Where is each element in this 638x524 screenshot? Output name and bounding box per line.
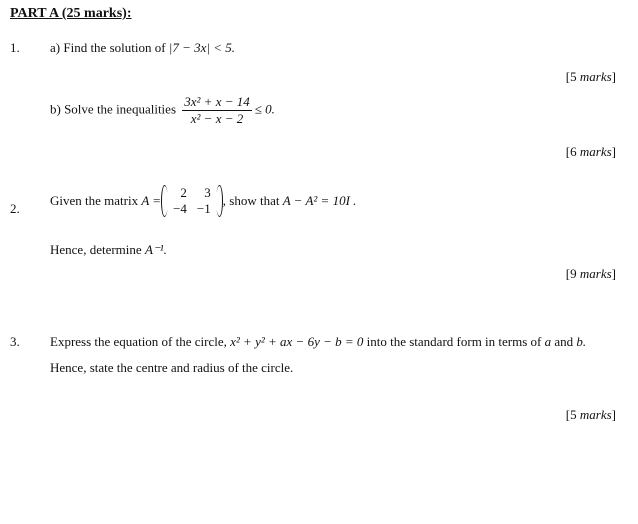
question-1b bbox=[50, 94, 275, 127]
question-1-number: 1. bbox=[10, 40, 20, 55]
question-2-number: 2. bbox=[10, 201, 20, 216]
q1a-marks: [5 marks] bbox=[565, 69, 616, 84]
matrix-a: 2 3 −4 −1 bbox=[161, 185, 223, 217]
q1a-math: |7 − 3x| < 5. bbox=[168, 40, 236, 55]
question-1a bbox=[50, 40, 235, 56]
q2-hence: Hence, determine A⁻¹. bbox=[50, 242, 167, 257]
question-2: Given the matrix A = 2 3 −4 −1 , show that A − A² = 10I . bbox=[50, 185, 357, 216]
question-3: Express the equation of the circle, x² + y² + ax − 6y − b = 0 into the standard form in terms of a and b. bbox=[50, 334, 587, 349]
q3-hence: Hence, state the centre and radius of the circle. bbox=[50, 360, 294, 375]
q1b-fraction: $\frac{\text{3x² + x − 14}}{\text{x² − x − 2}}$ bbox=[184, 94, 250, 126]
q1b-marks: [6 marks] bbox=[565, 144, 616, 159]
q3-marks: [5 marks] bbox=[565, 407, 616, 422]
q1a-text: a) Find the solution of bbox=[50, 40, 166, 55]
q2-marks: [9 marks] bbox=[565, 266, 616, 281]
q1b-text: b) Solve the inequalities bbox=[50, 101, 177, 117]
q1b-relation: ≤ 0. bbox=[254, 101, 275, 117]
section-title: PART A (25 marks): bbox=[10, 6, 132, 21]
question-3-number: 3. bbox=[10, 334, 20, 349]
